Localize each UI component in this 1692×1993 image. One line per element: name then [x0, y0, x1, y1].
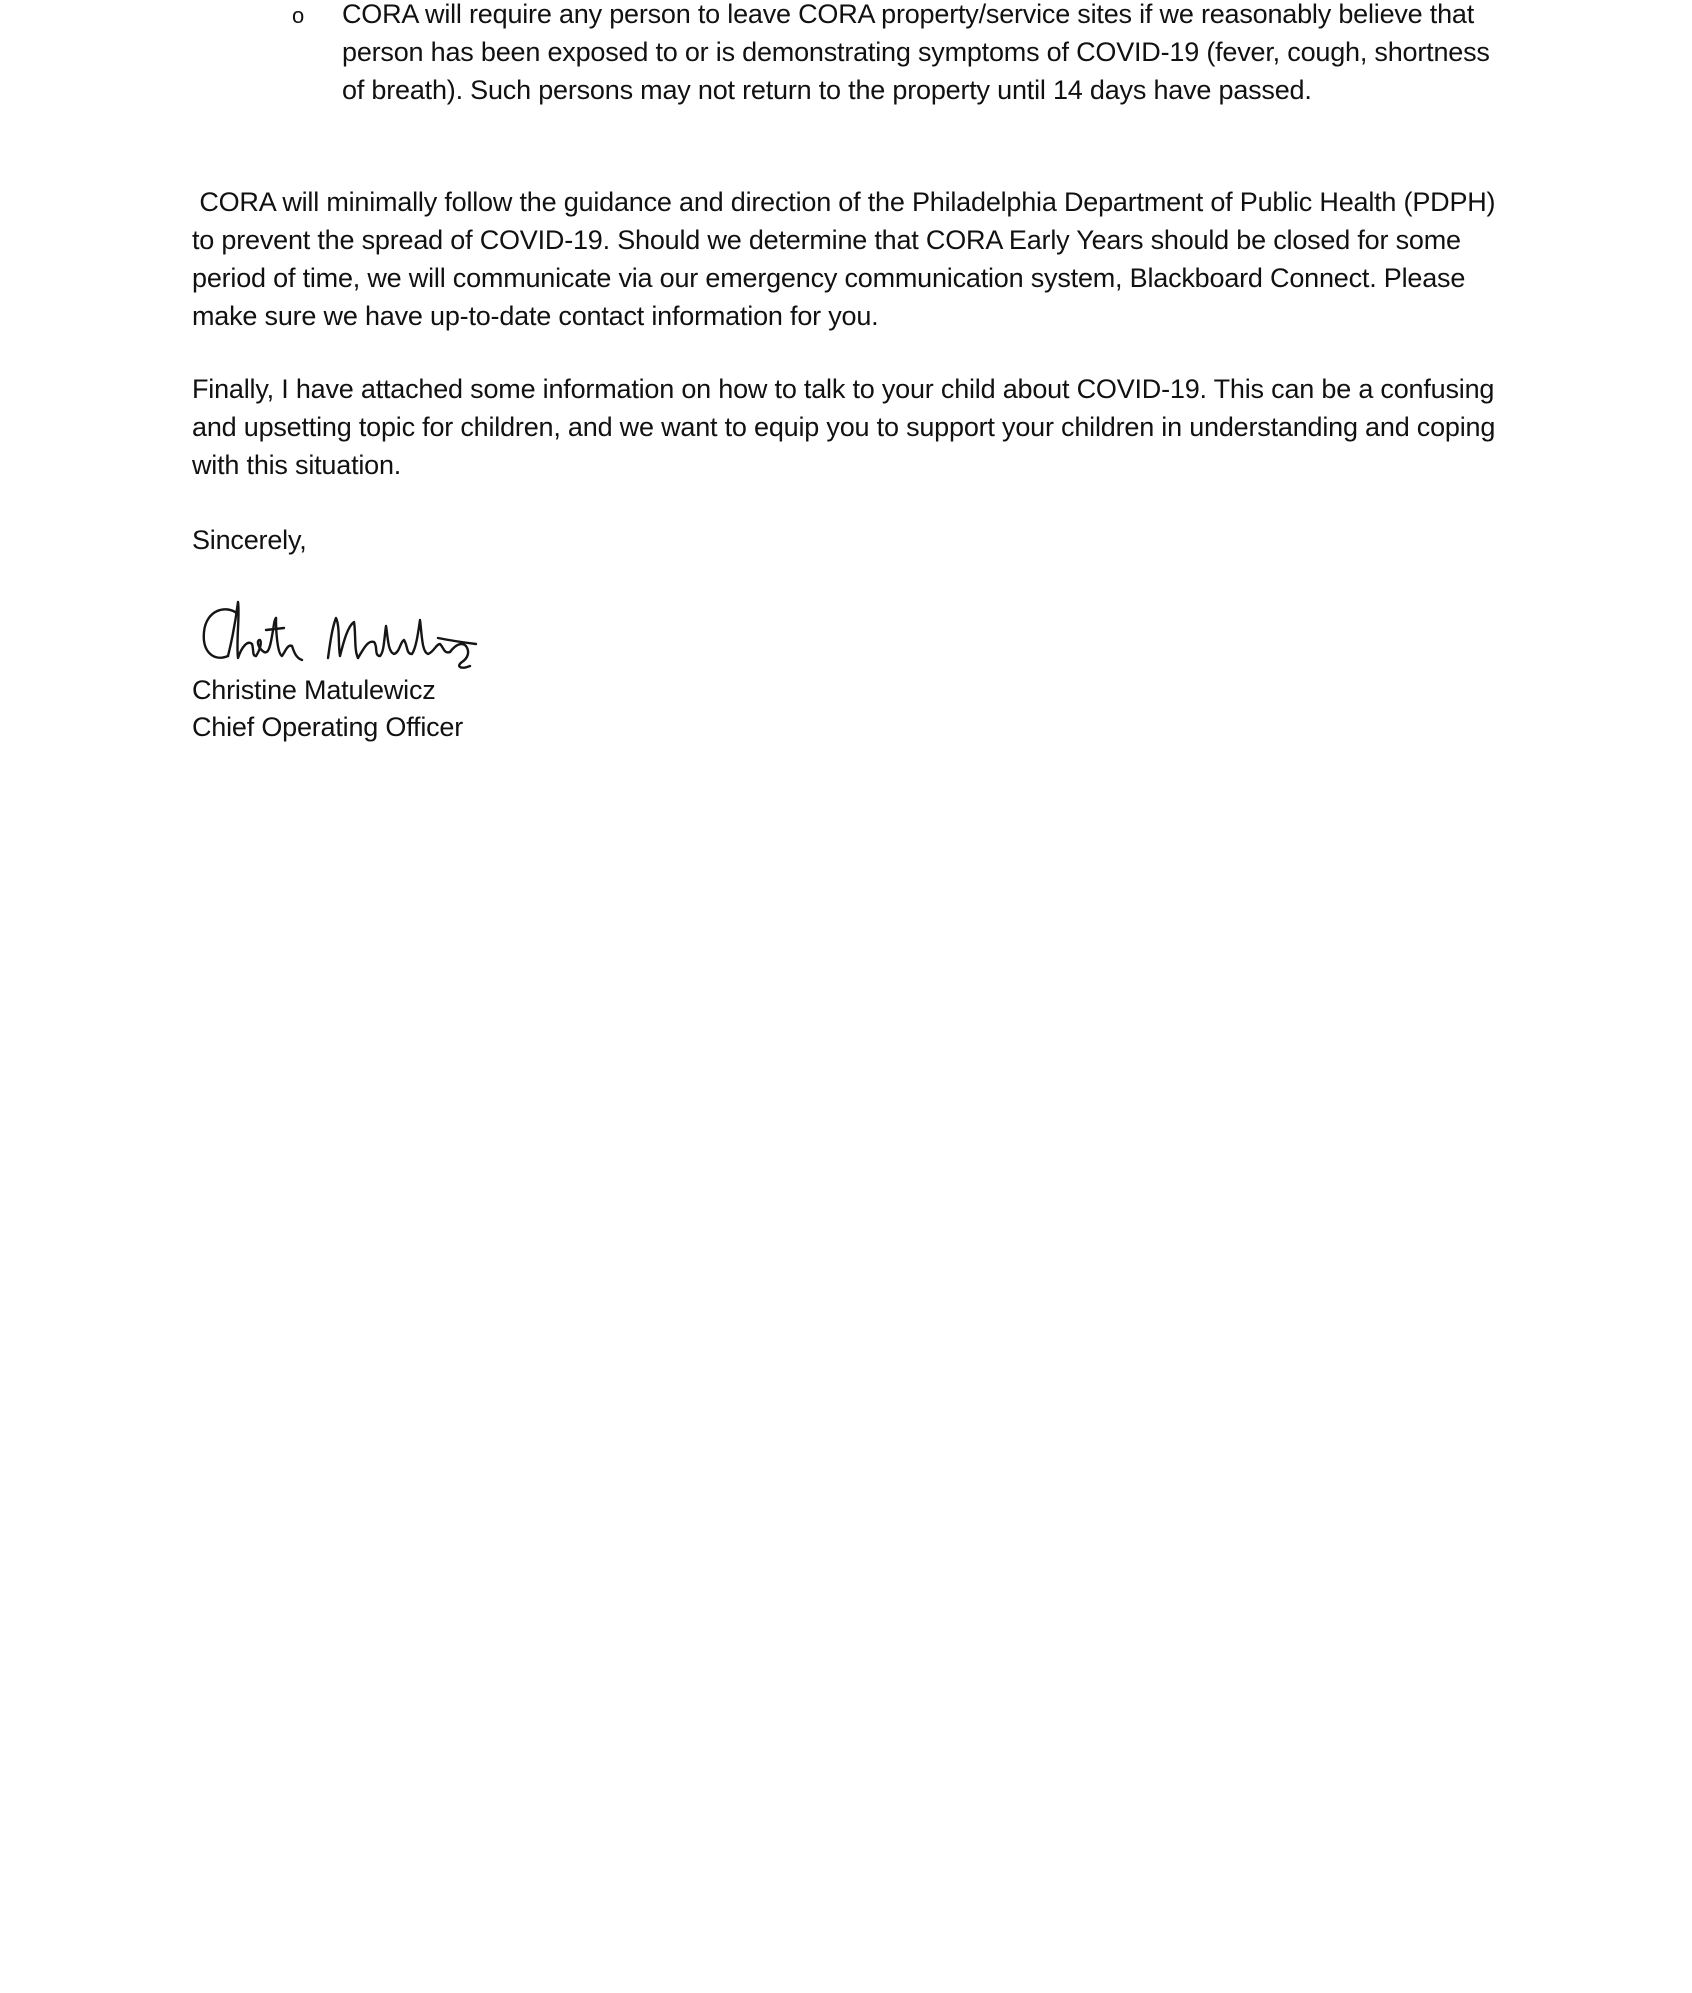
bullet-text: CORA will require any person to leave CORA property/service sites if we reasonably believe that person has been exposed to or is demonstrating symptoms of COVID-19 (fever, cough, shortness of breath). Such persons may not return to the property until 14 days have passed. [342, 0, 1490, 105]
paragraph-pdph-guidance: CORA will minimally follow the guidance and direction of the Philadelphia Department of Public Health (PDPH) to prevent the spread of COVID-19. Should we determine that CORA Early Years should be closed for some period of time, we will communicate via our emergency communication system, Blackboard Connect. Please make sure we have up-to-date contact information for you. [192, 187, 1503, 331]
signer-name: Christine Matulewicz [192, 675, 436, 705]
closing-salutation: Sincerely, [192, 525, 307, 555]
signer-title: Chief Operating Officer [192, 712, 464, 742]
paragraph-talk-to-child: Finally, I have attached some information on how to talk to your child about COVID-19. This can be a confusing and upsetting topic for children, and we want to equip you to support your children in understanding and coping with this situation. [192, 374, 1496, 480]
bullet-marker: o [292, 3, 305, 28]
handwritten-signature [198, 596, 498, 670]
